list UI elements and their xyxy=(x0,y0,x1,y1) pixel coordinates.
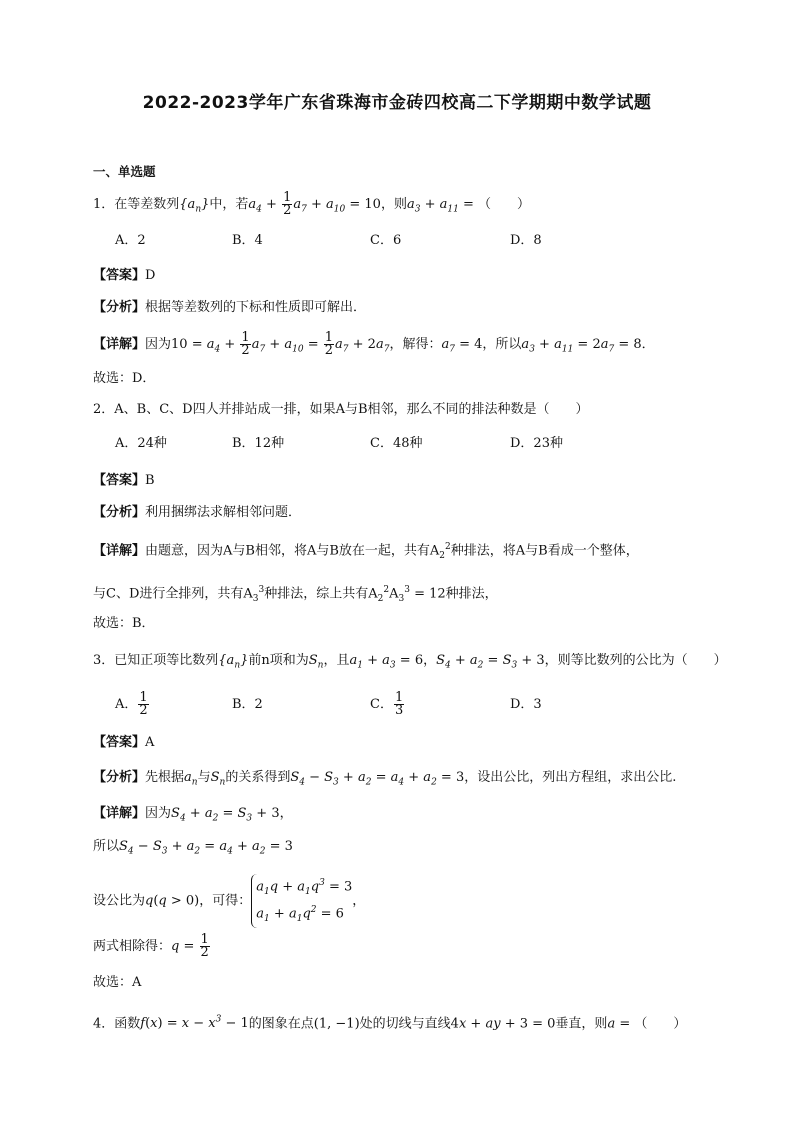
q2-answer: 【答案】B xyxy=(93,473,155,488)
q3-option-b: B．2 xyxy=(232,697,263,712)
q1-choose: 故选：D． xyxy=(93,371,156,386)
q2-detail-line-2: 与C、D进行全排列，共有$A_3^3$种排法，综上共有$A_2^2A_3^3 = 12$种排法， xyxy=(93,585,498,604)
q2-choose: 故选：B． xyxy=(93,616,155,631)
q2-option-d: D．23种 xyxy=(510,436,563,451)
q2-option-a: A．24种 xyxy=(115,436,167,451)
q3-option-d: D．3 xyxy=(510,697,542,712)
section-heading: 一、单选题 xyxy=(93,164,156,179)
q3-detail: 【详解】因为$S_4 + a_2 = S_3 + 3$， xyxy=(93,806,293,824)
q3-option-c: C． $\frac{1}{3}$ xyxy=(370,690,404,718)
q1-analysis: 【分析】根据等差数列的下标和性质即可解出． xyxy=(93,300,367,315)
q2-detail-line-1: 【详解】由题意，因为A与B相邻，将A与B放在一起，共有$A_2^2$种排法，将A与B看成一个整体， xyxy=(93,542,639,561)
question-1-stem: 1．在等差数列$\{a_n\}$中，若$a_4$ + $\frac{1}{2}$ $a_7 + a_{10} = 10$，则$a_3 + a_{11}$ = （ ） xyxy=(93,190,530,218)
q1-answer: 【答案】D xyxy=(93,268,156,283)
q1-detail: 【详解】因为$10 = a_4$ + $\frac{1}{2}$ $a_7 + a_{10}$ = $\frac{1}{2}$ $a_7 + 2a_7$，解得：$a_7 = 4$，所以$a_3 + a_{11} = 2a_7 = 8$． xyxy=(93,330,655,358)
q2-option-b: B．12种 xyxy=(232,436,285,451)
question-2-stem: 2．A、B、C、D四人并排站成一排，如果A与B相邻，那么不同的排法种数是（ ） xyxy=(93,402,589,417)
q3-answer: 【答案】A xyxy=(93,735,155,750)
q1-option-a: A．2 xyxy=(115,233,146,248)
q2-option-c: C．48种 xyxy=(370,436,423,451)
q3-equation-system: 设公比为q(q > 0)，可得： $a_1q + a_1q^3 = 3$ $a_1 + a_1q^2 = 6$ ， xyxy=(93,874,365,928)
q3-divide: 两式相除得：q = $\frac{1}{2}$ xyxy=(93,932,209,960)
q3-so: 所以$S_4 - S_3 + a_2 = a_4 + a_2 = 3$ xyxy=(93,839,293,857)
question-3-stem: 3．已知正项等比数列$\{a_n\}$前n项和为$S_n$，且$a_1 + a_3 = 6$，$S_4 + a_2 = S_3 + 3$，则等比数列的公比为（ ） xyxy=(93,653,727,671)
q1-option-d: D．8 xyxy=(510,233,542,248)
page-title: 2022-2023学年广东省珠海市金砖四校高二下学期期中数学试题 xyxy=(142,93,652,113)
q1-option-c: C．6 xyxy=(370,233,402,248)
q3-option-a: A． $\frac{1}{2}$ xyxy=(115,690,148,718)
q2-analysis: 【分析】利用捆绑法求解相邻问题． xyxy=(93,505,302,520)
q3-choose: 故选：A xyxy=(93,975,142,990)
q1-option-b: B．4 xyxy=(232,233,263,248)
q3-analysis: 【分析】先根据$a_n$与$S_n$的关系得到$S_4 - S_3 + a_2 = a_4 + a_2 = 3$，设出公比，列出方程组，求出公比. xyxy=(93,770,677,788)
question-4-stem: 4．函数$f(x) = x - x^3 - 1$的图象在点(1, −1)处的切线与直线4x + ay + 3 = 0垂直，则a = （ ） xyxy=(93,1015,687,1032)
